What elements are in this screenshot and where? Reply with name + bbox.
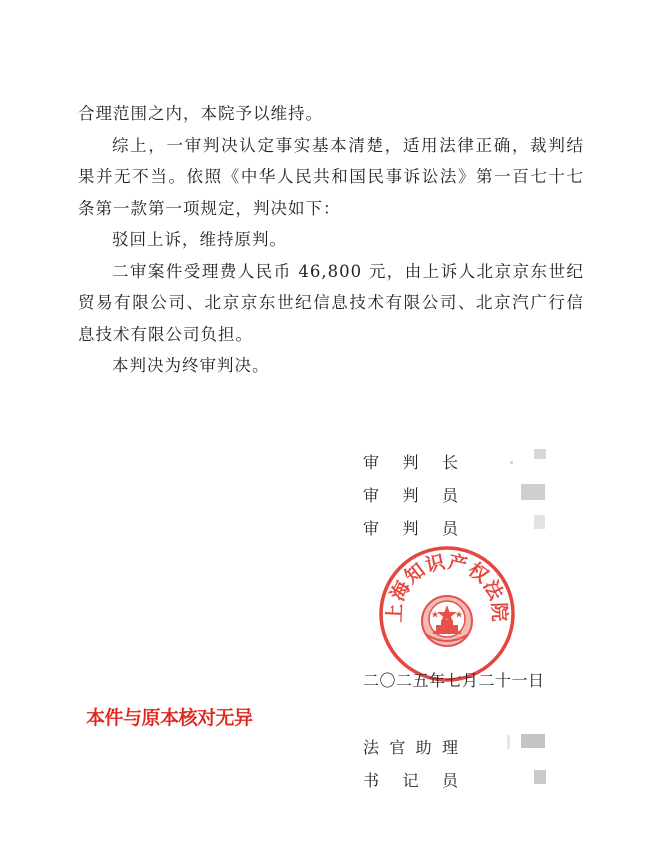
judge-2-title: 审判员 — [363, 519, 458, 538]
signature-chief-judge — [363, 450, 458, 473]
verification-stamp: 本件与原本核对无异 — [86, 707, 253, 729]
judge-1-title: 审判员 — [363, 486, 458, 505]
redacted-name — [534, 515, 545, 529]
assistant-title: 法官助理 — [363, 738, 458, 757]
paragraph-2: 综上，一审判决认定事实基本清楚，适用法律正确，裁判结果并无不当。依照《中华人民共和国民事诉讼法》第一百七十七条第一款第一项规定，判决如下： — [78, 135, 584, 218]
paragraph-5: 本判决为终审判决。 — [112, 356, 270, 375]
redacted-name — [521, 484, 545, 500]
redacted-name — [510, 461, 513, 464]
court-seal-icon — [378, 545, 516, 683]
signature-assistant — [363, 735, 458, 758]
paragraph-4: 二审案件受理费人民币 46,800 元，由上诉人北京京东世纪贸易有限公司、北京京东世纪信息技术有限公司、北京汽广行信息技术有限公司负担。 — [78, 261, 584, 344]
signature-judge-1 — [363, 483, 458, 506]
court-seal-text: 上海知识产权法院 — [383, 550, 511, 623]
judgment-body — [78, 98, 584, 382]
paragraph-1: 合理范围之内，本院予以维持。 — [78, 104, 323, 123]
redacted-name — [507, 735, 510, 749]
signature-judge-2 — [363, 516, 458, 539]
redacted-name — [534, 770, 546, 784]
redacted-name — [534, 449, 546, 459]
signature-clerk — [363, 768, 458, 791]
paragraph-3: 驳回上诉，维持原判。 — [112, 230, 287, 249]
clerk-title: 书记员 — [363, 771, 458, 790]
chief-judge-title: 审判长 — [363, 453, 458, 472]
judgment-date: 二〇二五年七月二十一日 — [363, 671, 545, 690]
redacted-name — [521, 734, 545, 748]
